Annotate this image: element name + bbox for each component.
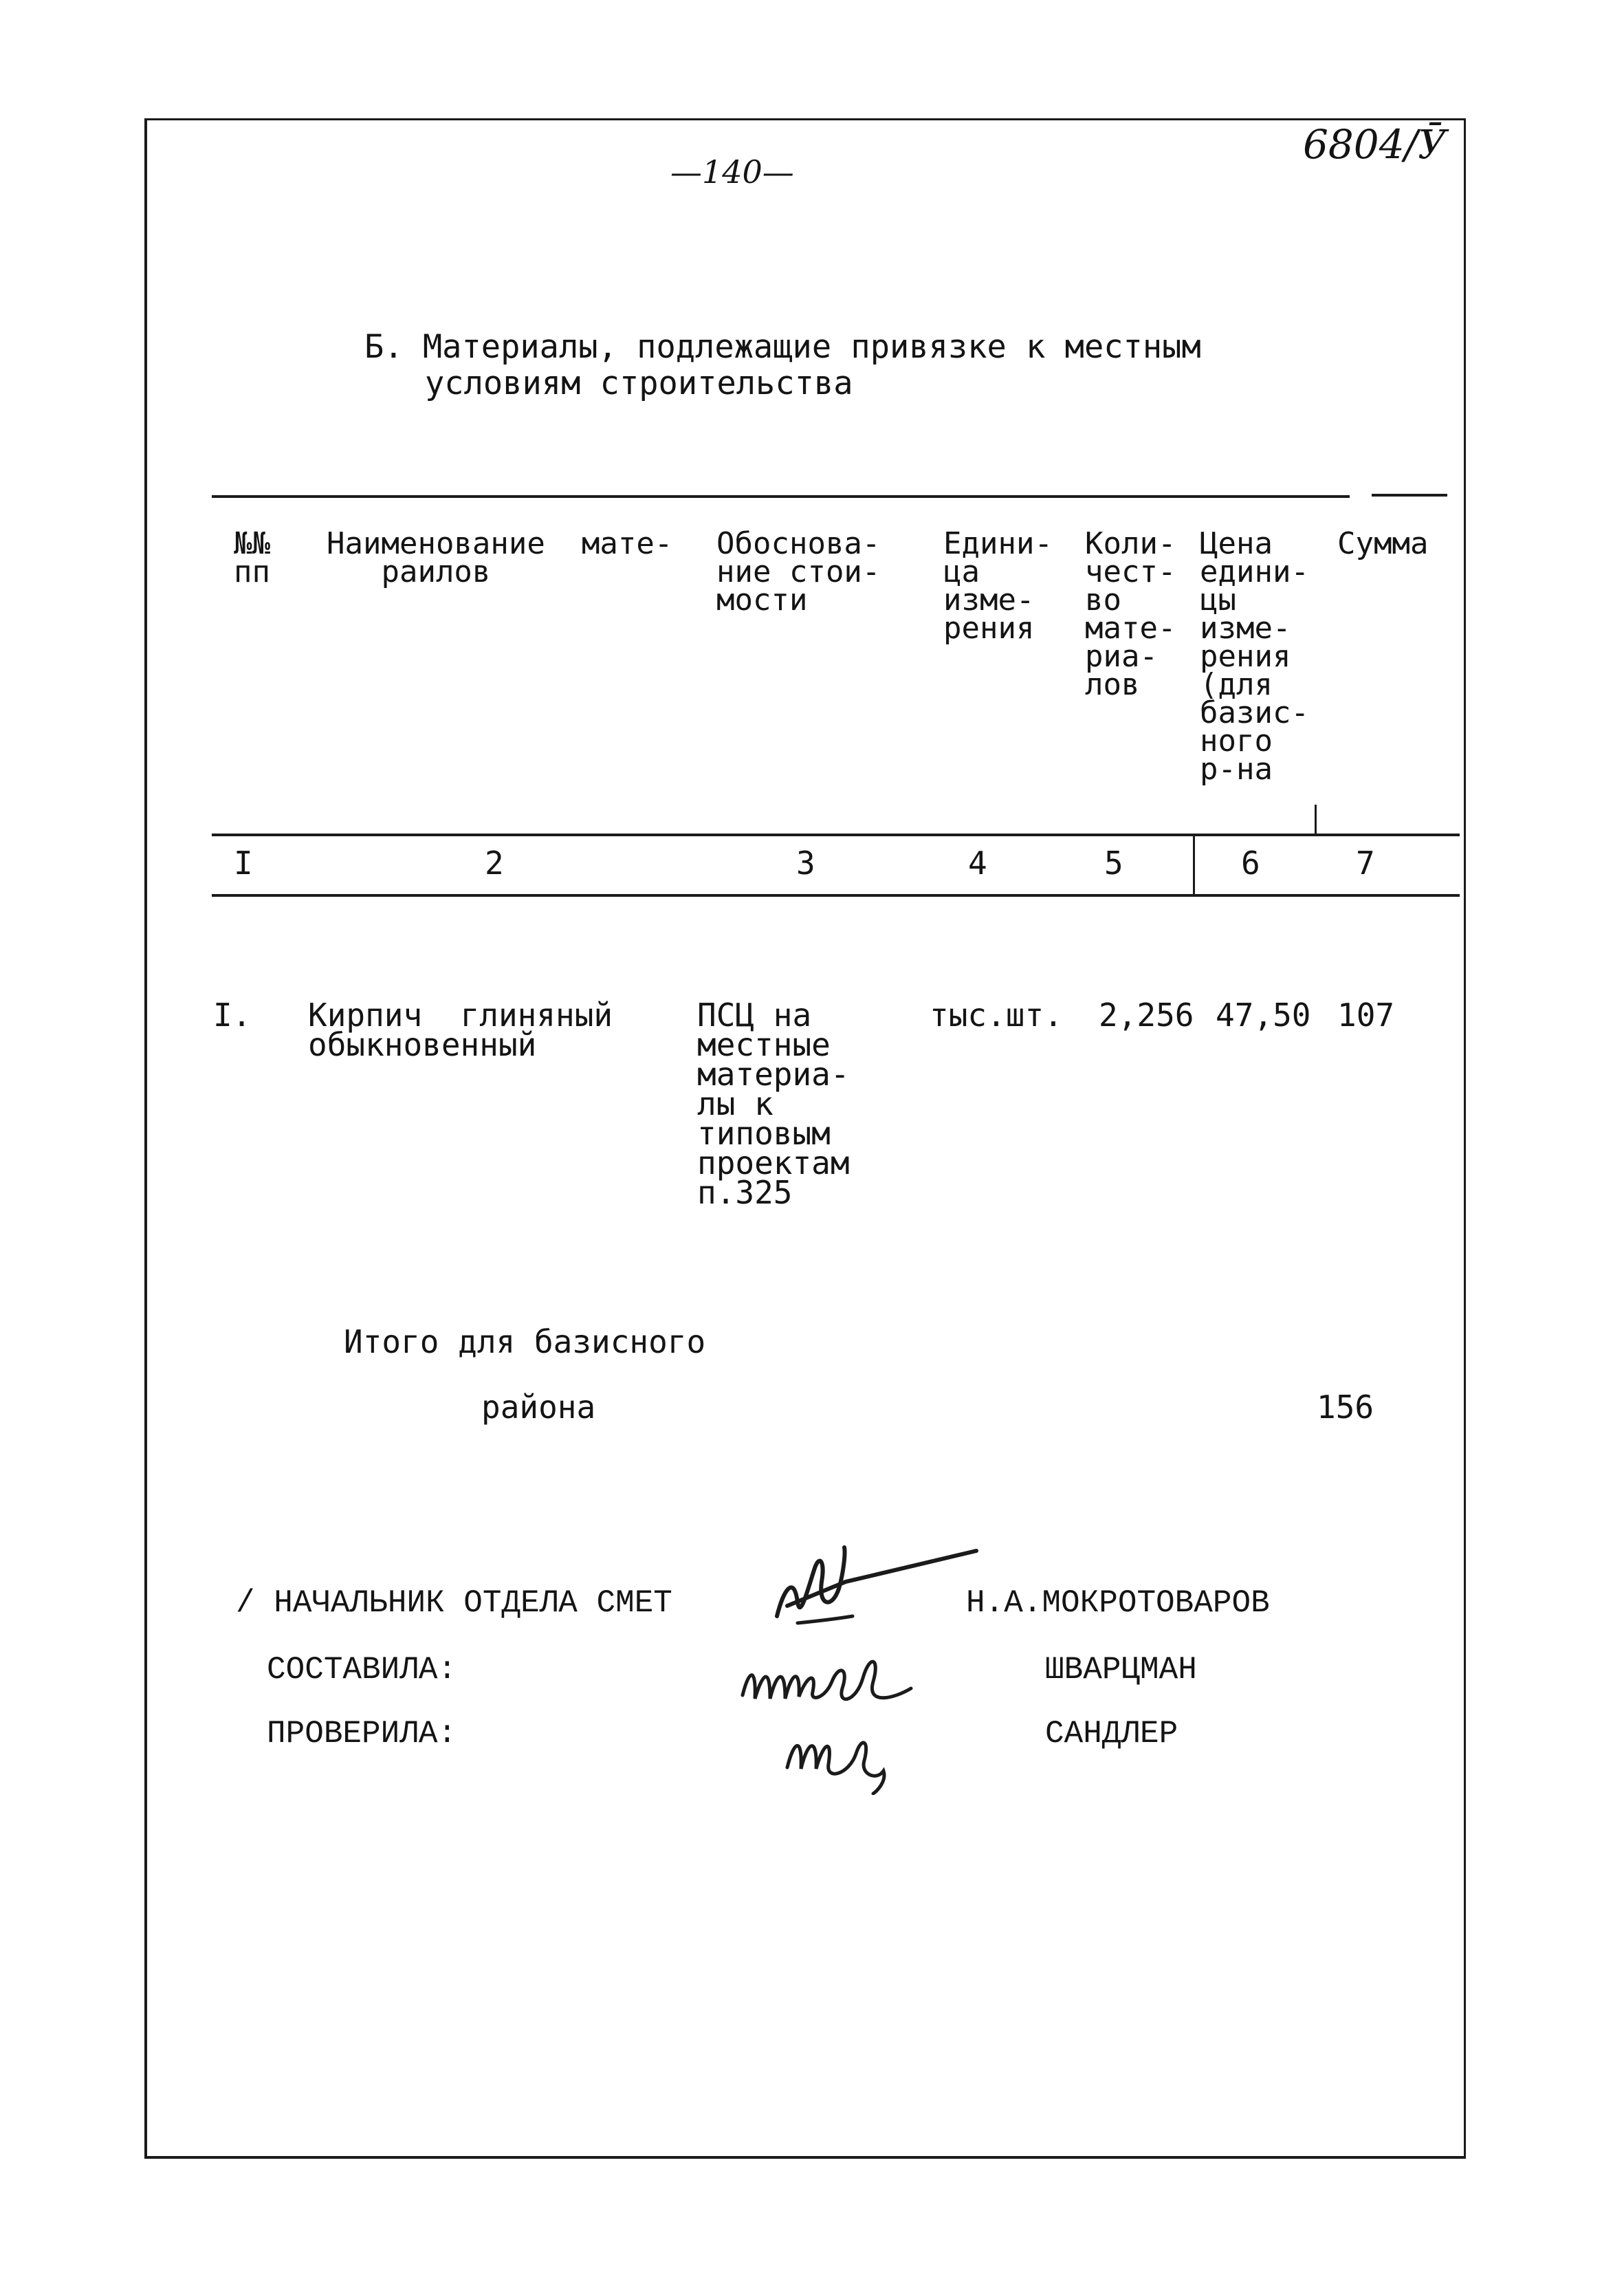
signature-name-head: Н.А.МОКРОТОВАРОВ <box>966 1585 1270 1621</box>
row-price: 47,50 <box>1216 997 1311 1034</box>
signature-role-compiled: СОСТАВИЛА: <box>267 1652 457 1688</box>
total-label-line1: Итого для базисного <box>344 1323 706 1360</box>
total-label-line2: района <box>481 1389 596 1426</box>
document-id: 6804/Ӯ <box>1303 121 1447 168</box>
column-number-6: 6 <box>1241 845 1260 882</box>
signature-role-checked: ПРОВЕРИЛА: <box>267 1716 457 1752</box>
section-title: Б. Материалы, подлежащие привязке к местным <box>364 328 1201 366</box>
row-number: I. <box>213 997 252 1034</box>
page-number: —140— <box>670 153 794 191</box>
column-header-name: Наименование мате- раилов <box>327 526 673 589</box>
row-unit: тыс.шт. <box>930 997 1063 1034</box>
section-subtitle: условиям строительства <box>425 364 853 402</box>
column-header-quantity: Коли- чест- во мате- риа- лов <box>1085 526 1176 702</box>
signature-role-head: / НАЧАЛЬНИК ОТДЕЛА СМЕТ <box>236 1585 672 1621</box>
column-header-price: Цена едини- цы изме- рения (для базис- ного р-на <box>1200 526 1309 787</box>
column-divider <box>1193 834 1195 895</box>
handwritten-signature-checked <box>780 1706 897 1795</box>
column-number-2: 2 <box>485 845 504 882</box>
column-number-1: I <box>234 845 253 882</box>
table-top-rule-right <box>1372 494 1447 497</box>
total-value: 156 <box>1317 1389 1374 1426</box>
column-number-7: 7 <box>1356 845 1375 882</box>
column-header-number: №№ пп <box>234 526 270 589</box>
column-header-unit: Едини- ца изме- рения <box>943 526 1053 646</box>
handwritten-signature-compiled <box>736 1640 928 1716</box>
column-header-basis: Обоснова- ние стои- мости <box>716 526 881 618</box>
row-quantity: 2,256 <box>1099 997 1194 1034</box>
column-numbers-bottom-rule <box>212 894 1460 897</box>
handwritten-signature-head <box>756 1541 983 1637</box>
column-header-sum: Сумма <box>1337 526 1429 561</box>
column-number-5: 5 <box>1104 845 1123 882</box>
header-bottom-rule <box>212 834 1460 836</box>
signature-name-checked: САНДЛЕР <box>1045 1716 1178 1752</box>
table-top-rule <box>212 495 1350 498</box>
row-sum: 107 <box>1337 997 1395 1034</box>
signature-name-compiled: ШВАРЦМАН <box>1045 1652 1197 1688</box>
row-basis: ПСЦ на местные материа- лы к типовым проектам п.325 <box>697 997 850 1211</box>
column-number-4: 4 <box>968 845 987 882</box>
row-material-name: Кирпич глиняный обыкновенный <box>308 997 613 1063</box>
column-divider-right <box>1315 805 1317 835</box>
column-number-3: 3 <box>796 845 815 882</box>
